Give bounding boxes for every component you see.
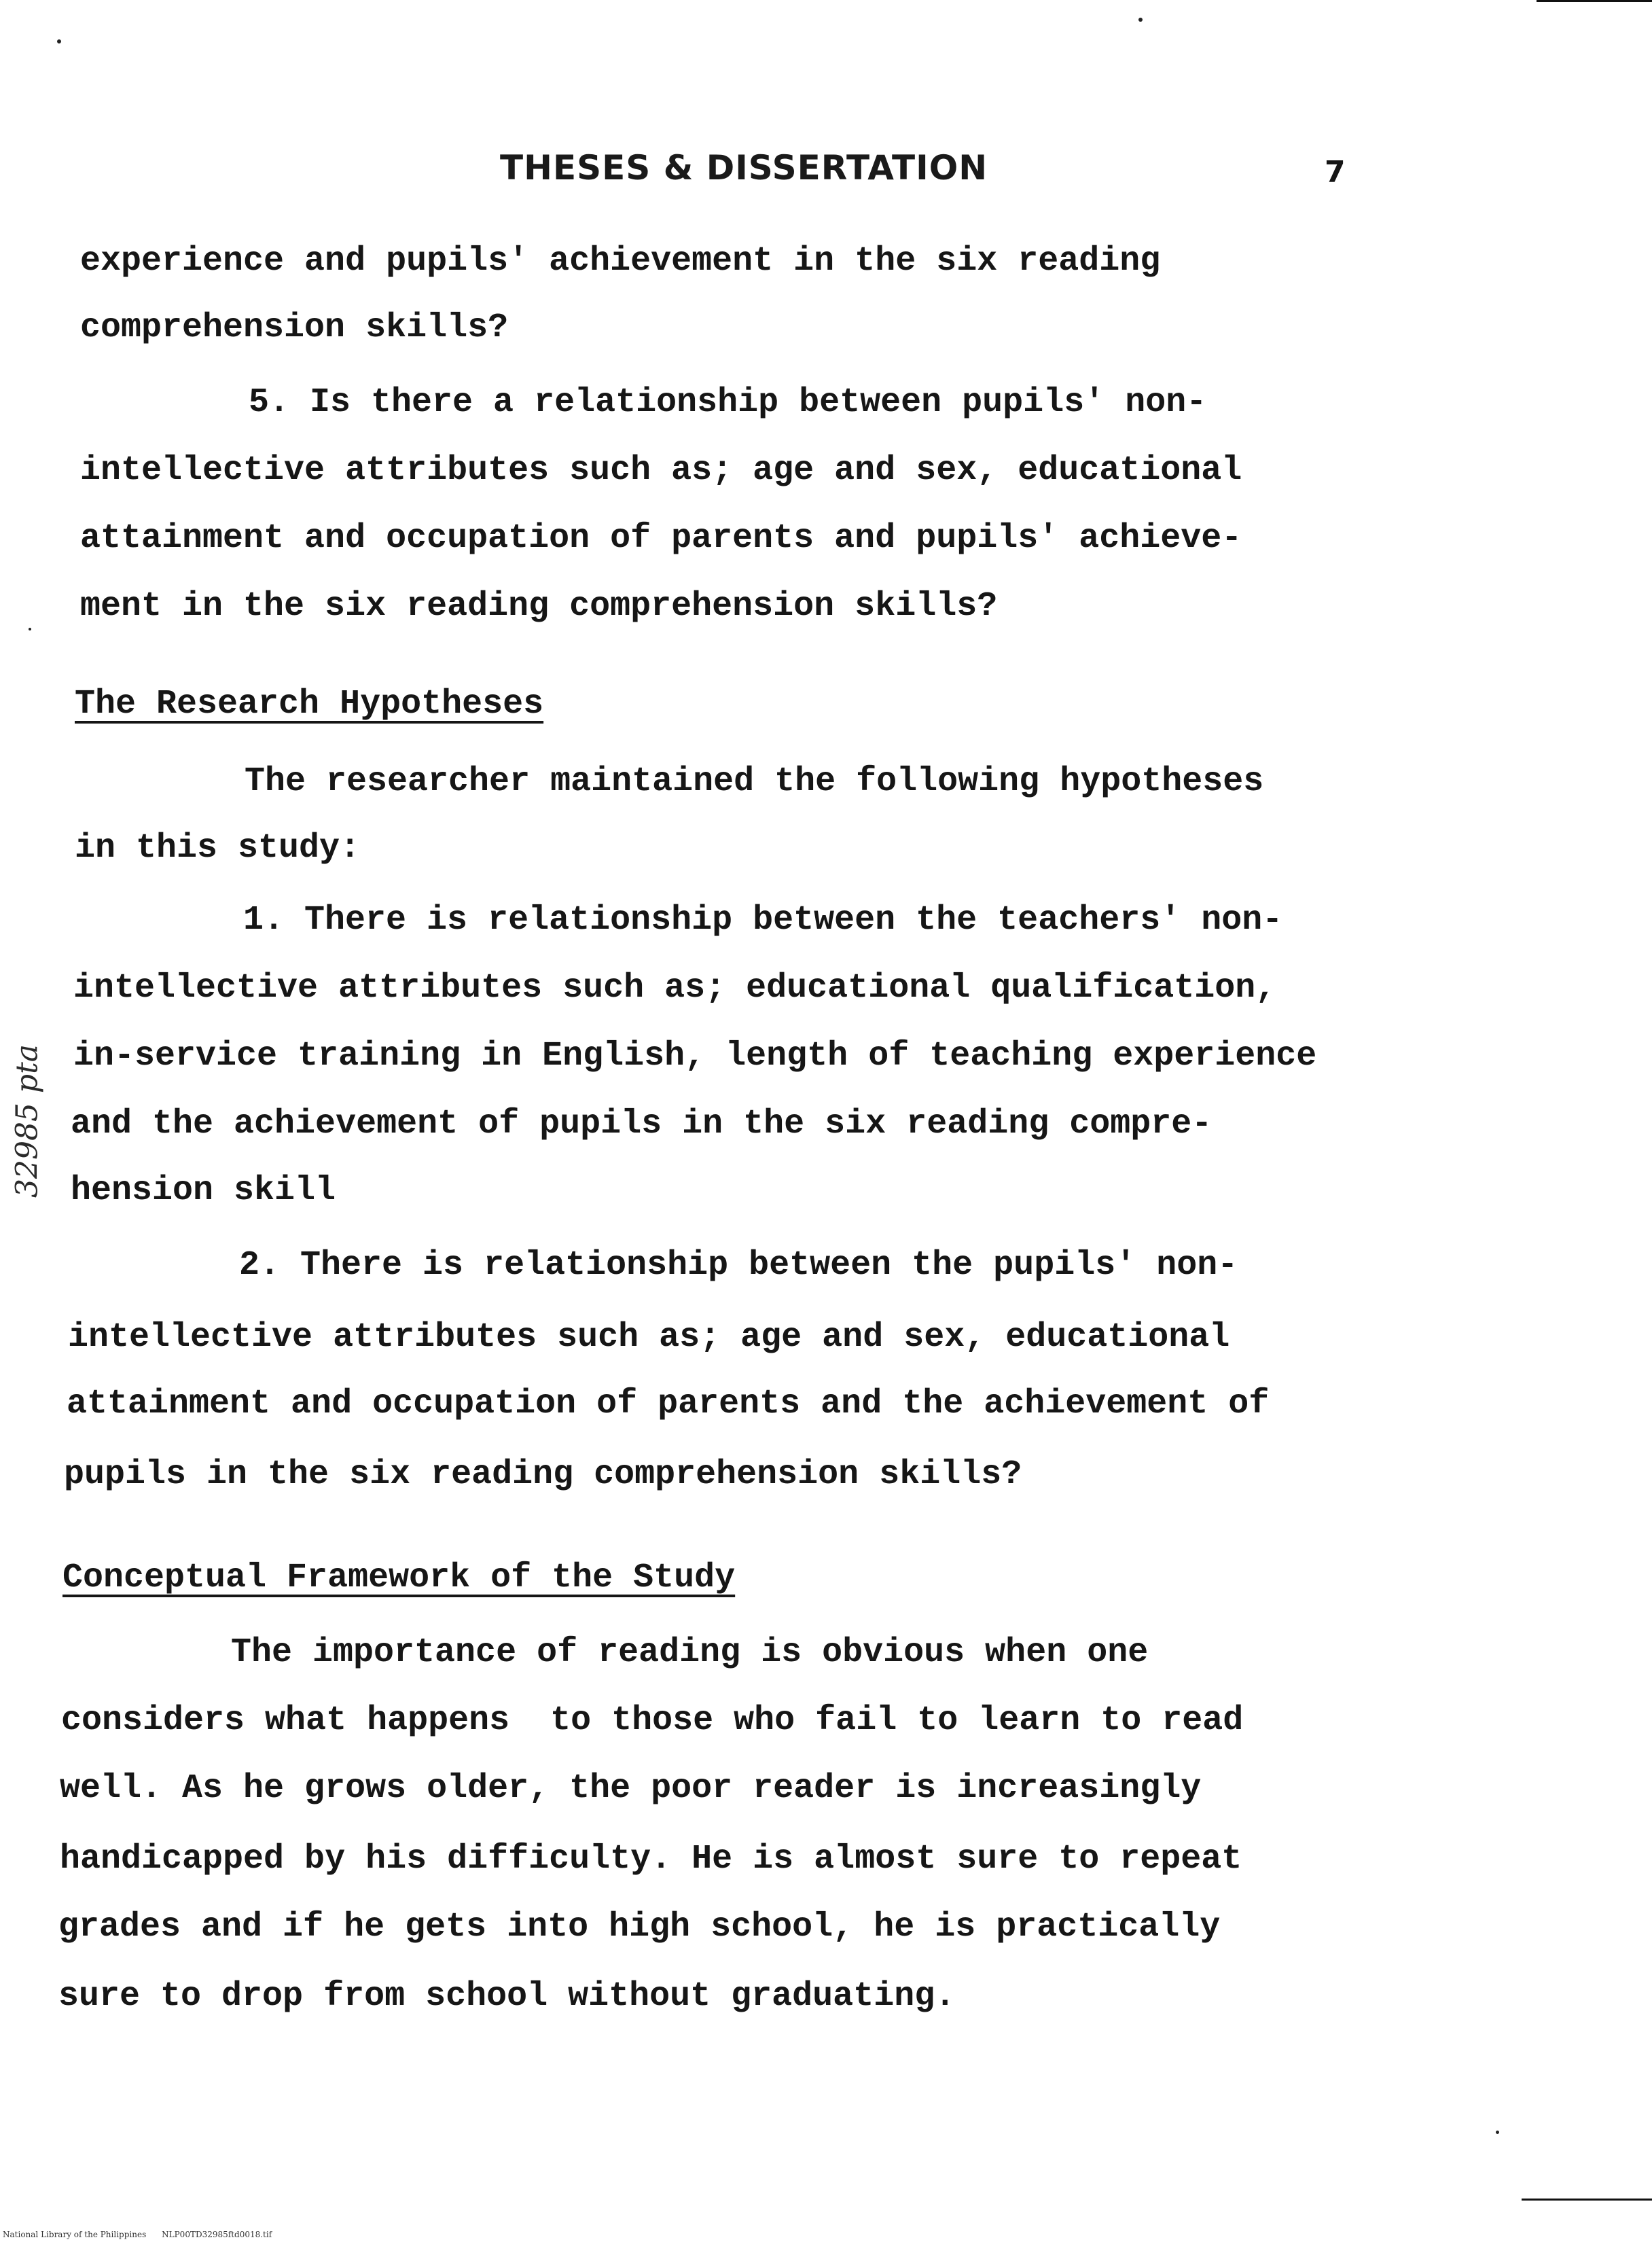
body-line: and the achievement of pupils in the six reading compre- [71, 1105, 1213, 1143]
body-line: The researcher maintained the following hypotheses [245, 762, 1264, 801]
body-line: experience and pupils' achievement in the six reading [80, 242, 1161, 281]
handwritten-margin-note [0, 999, 54, 1243]
body-line: hension skill [71, 1171, 336, 1210]
body-line: The importance of reading is obvious when one [231, 1633, 1149, 1672]
theses-dissertation-stamp: THESES & DISSERTATION [500, 148, 988, 188]
scan-footer [3, 2230, 272, 2239]
body-line: sure to drop from school without graduating. [58, 1977, 956, 2016]
body-line: in this study: [75, 829, 361, 868]
scan-speck [1496, 2131, 1499, 2134]
body-line: intellective attributes such as; age and sex, educational [80, 451, 1242, 490]
footer-file: NLP00TD32985ftd0018.tif [162, 2230, 272, 2239]
body-line: considers what happens to those who fail to learn to read [61, 1701, 1244, 1740]
body-line: well. As he grows older, the poor reader is increasingly [60, 1769, 1202, 1808]
hypothesis-1-line: 1. There is relationship between the teachers' non- [243, 901, 1283, 940]
body-line: ment in the six reading comprehension skills? [80, 587, 998, 626]
scan-edge-line [1537, 0, 1652, 2]
body-line: in-service training in English, length of teaching experience [73, 1037, 1317, 1075]
page-number: 7 [1325, 155, 1346, 190]
body-line: attainment and occupation of parents and pupils' achieve- [80, 519, 1242, 558]
footer-library: National Library of the Philippines [3, 2230, 147, 2239]
research-hypotheses-heading: The Research Hypotheses [75, 685, 544, 724]
scan-edge-line [1522, 2199, 1652, 2201]
body-line: handicapped by his difficulty. He is almost sure to repeat [60, 1840, 1242, 1879]
margin-note-text: 32985 pta [10, 1044, 45, 1198]
body-line: grades and if he gets into high school, he is practically [58, 1908, 1221, 1946]
body-line: attainment and occupation of parents and the achievement of [67, 1385, 1270, 1423]
body-line: pupils in the six reading comprehension skills? [64, 1455, 1022, 1494]
body-line: comprehension skills? [80, 308, 509, 347]
question-5-line: 5. Is there a relationship between pupils' non- [249, 383, 1207, 422]
scan-speck [57, 39, 61, 43]
scan-speck [1138, 18, 1143, 22]
conceptual-framework-heading: Conceptual Framework of the Study [62, 1559, 736, 1597]
scan-speck [29, 628, 31, 630]
hypothesis-2-line: 2. There is relationship between the pupils' non- [239, 1246, 1238, 1285]
body-line: intellective attributes such as; educational qualification, [73, 969, 1276, 1008]
body-line: intellective attributes such as; age and sex, educational [68, 1318, 1230, 1357]
